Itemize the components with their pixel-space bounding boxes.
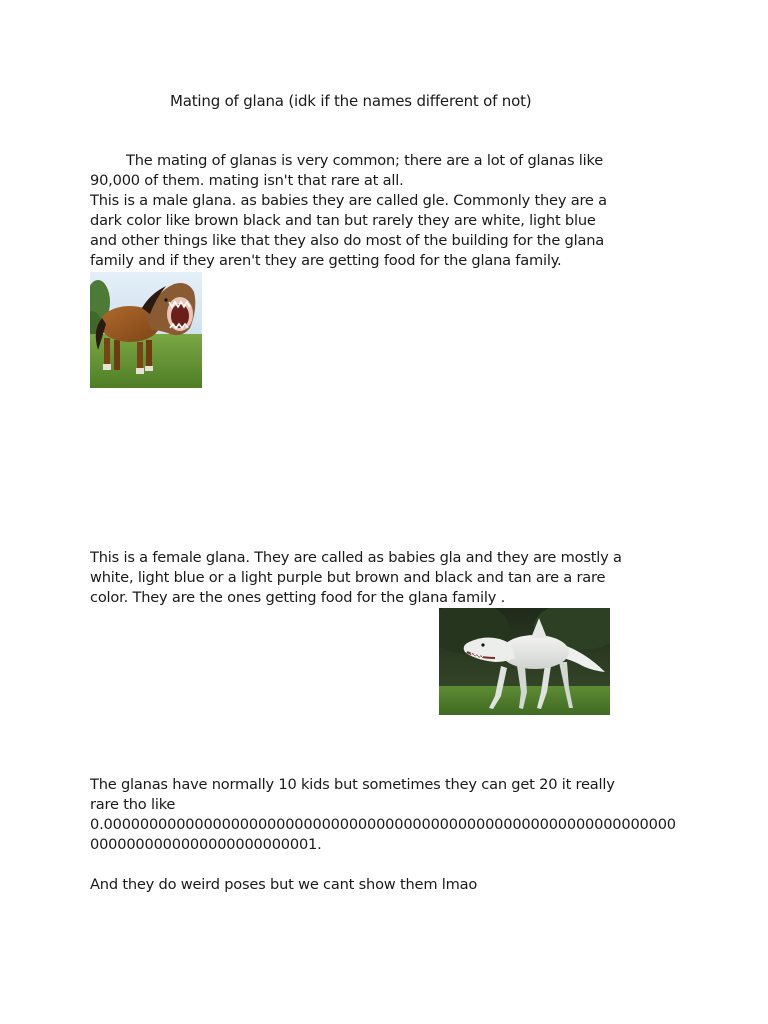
- text-line: family and if they aren't they are getting food for the glana family.: [90, 252, 562, 269]
- text-line: rare tho like: [90, 796, 176, 813]
- text-line: 0000000000000000000000001.: [90, 836, 322, 853]
- male-glana-photo: [90, 272, 202, 388]
- text-line: This is a male glana. as babies they are called gle. Commonly they are a: [90, 192, 607, 209]
- text-line: And they do weird poses but we cant show them lmao: [90, 876, 478, 893]
- text-line: The mating of glanas is very common; there are a lot of glanas like: [126, 152, 604, 169]
- text-line: The glanas have normally 10 kids but sometimes they can get 20 it really: [90, 776, 615, 793]
- paragraph-female: [90, 548, 690, 608]
- text-line: This is a female glana. They are called as babies gla and they are mostly a: [90, 549, 622, 566]
- paragraph-intro: [90, 151, 690, 271]
- paragraph-kids: [90, 775, 690, 855]
- paragraph-poses: [90, 875, 690, 895]
- text-line: 90,000 of them. mating isn't that rare at all.: [90, 172, 404, 189]
- text-line: 0.000000000000000000000000000000000000000000000000000000000000000: [90, 816, 676, 833]
- female-glana-photo: [439, 608, 610, 715]
- horse-shark-white-image: [439, 608, 610, 715]
- text-line: white, light blue or a light purple but brown and black and tan are a rare: [90, 569, 606, 586]
- text-line: dark color like brown black and tan but rarely they are white, light blue: [90, 212, 596, 229]
- document-title: Mating of glana (idk if the names different of not): [170, 92, 532, 110]
- text-line: color. They are the ones getting food for the glana family .: [90, 589, 506, 606]
- horse-shark-brown-image: [90, 272, 202, 388]
- text-line: and other things like that they also do most of the building for the glana: [90, 232, 604, 249]
